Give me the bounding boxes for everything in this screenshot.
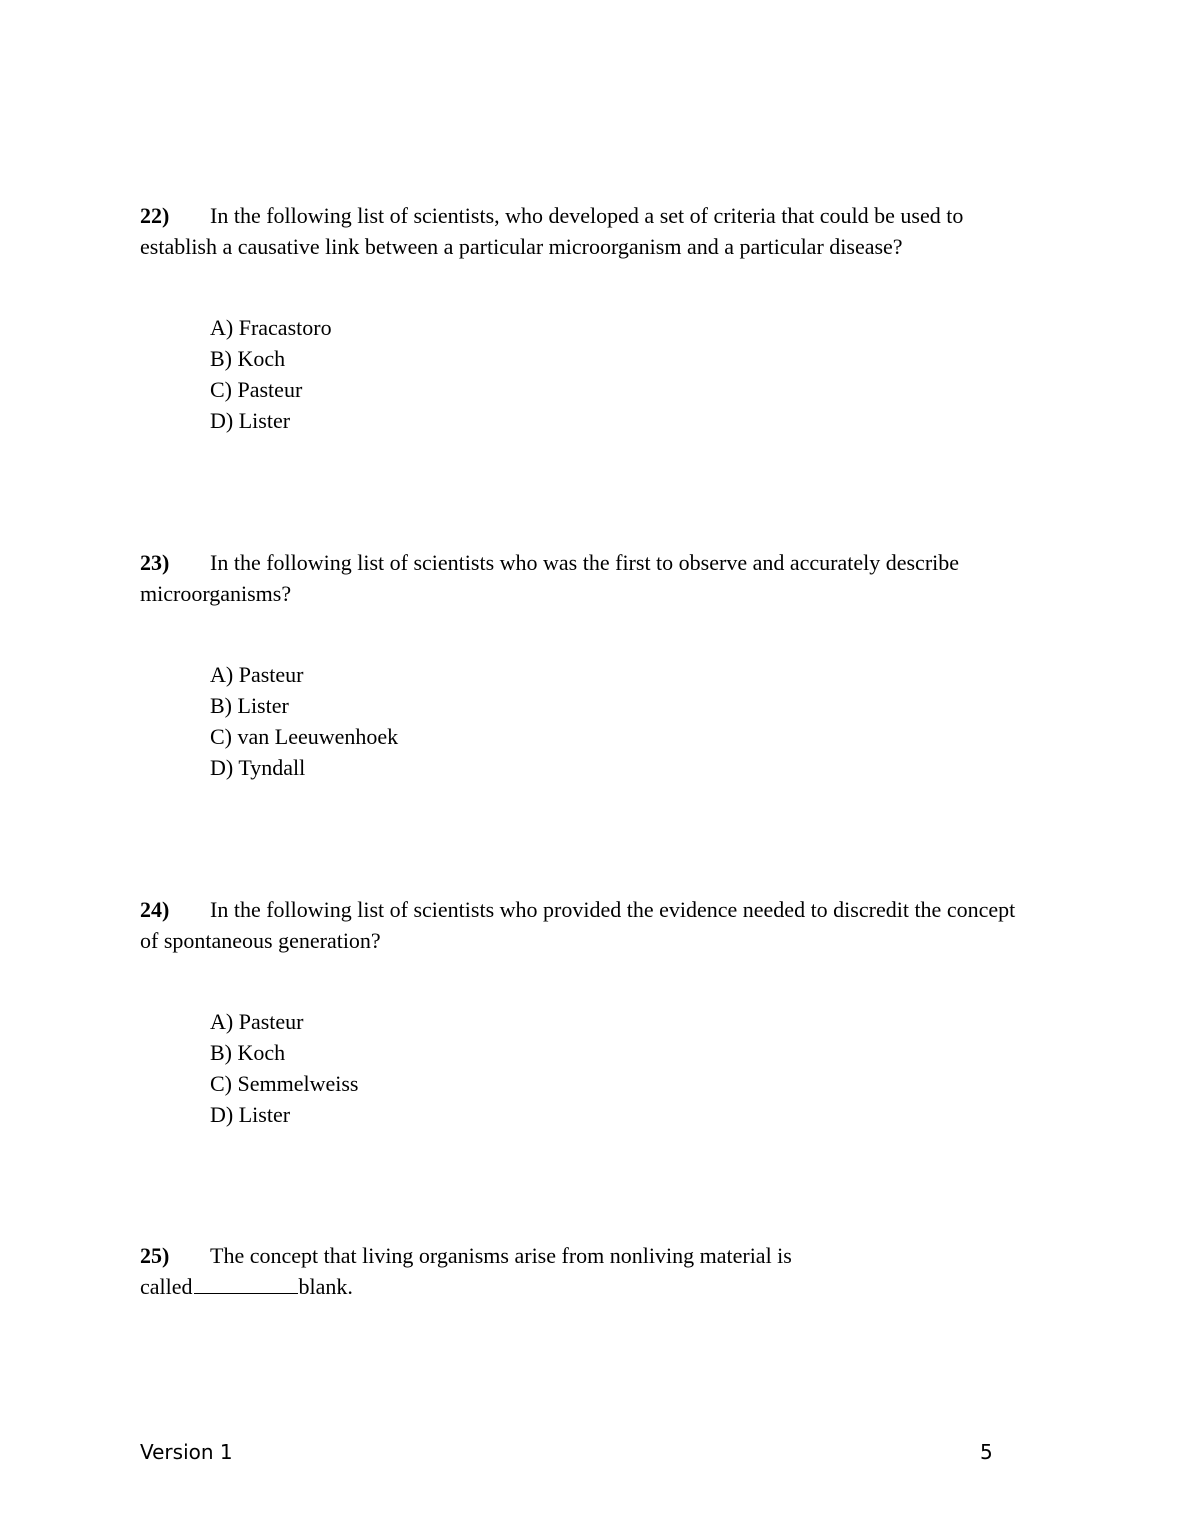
question-number: 24) bbox=[140, 897, 170, 922]
option-c: C) van Leeuwenhoek bbox=[210, 724, 399, 749]
question-number: 23) bbox=[140, 550, 170, 575]
question-number: 25) bbox=[140, 1243, 170, 1268]
question-24 bbox=[140, 894, 1030, 956]
option-d: D) Lister bbox=[210, 408, 291, 433]
option-c: C) Pasteur bbox=[210, 377, 303, 402]
question-text-before-blank: called bbox=[140, 1274, 193, 1299]
question-25 bbox=[140, 1240, 1030, 1302]
option-b: B) Koch bbox=[210, 346, 286, 371]
question-22 bbox=[140, 200, 1030, 262]
question-text-after-blank: blank. bbox=[298, 1274, 353, 1299]
question-23 bbox=[140, 547, 1030, 609]
question-text: In the following list of scientists, who developed a set of criteria that could be used to establish a causative link between a particular microorganism and a particular disease? bbox=[140, 203, 964, 259]
option-b: B) Lister bbox=[210, 693, 289, 718]
option-b: B) Koch bbox=[210, 1040, 286, 1065]
question-24-options bbox=[210, 1006, 359, 1130]
question-23-options bbox=[210, 659, 398, 783]
option-a: A) Pasteur bbox=[210, 1009, 304, 1034]
option-c: C) Semmelweiss bbox=[210, 1071, 359, 1096]
option-a: A) Fracastoro bbox=[210, 315, 332, 340]
question-text: In the following list of scientists who provided the evidence needed to discredit the concept of spontaneous generation? bbox=[140, 897, 1016, 953]
footer-version: Version 1 bbox=[140, 1440, 233, 1464]
option-d: D) Tyndall bbox=[210, 755, 306, 780]
question-text: In the following list of scientists who was the first to observe and accurately describe microorganisms? bbox=[140, 550, 960, 606]
fill-in-blank bbox=[194, 1271, 298, 1294]
option-a: A) Pasteur bbox=[210, 662, 304, 687]
question-number: 22) bbox=[140, 203, 170, 228]
question-22-options bbox=[210, 312, 332, 436]
option-d: D) Lister bbox=[210, 1102, 291, 1127]
question-text: The concept that living organisms arise from nonliving material is bbox=[210, 1243, 792, 1268]
footer-page-number: 5 bbox=[980, 1440, 993, 1464]
